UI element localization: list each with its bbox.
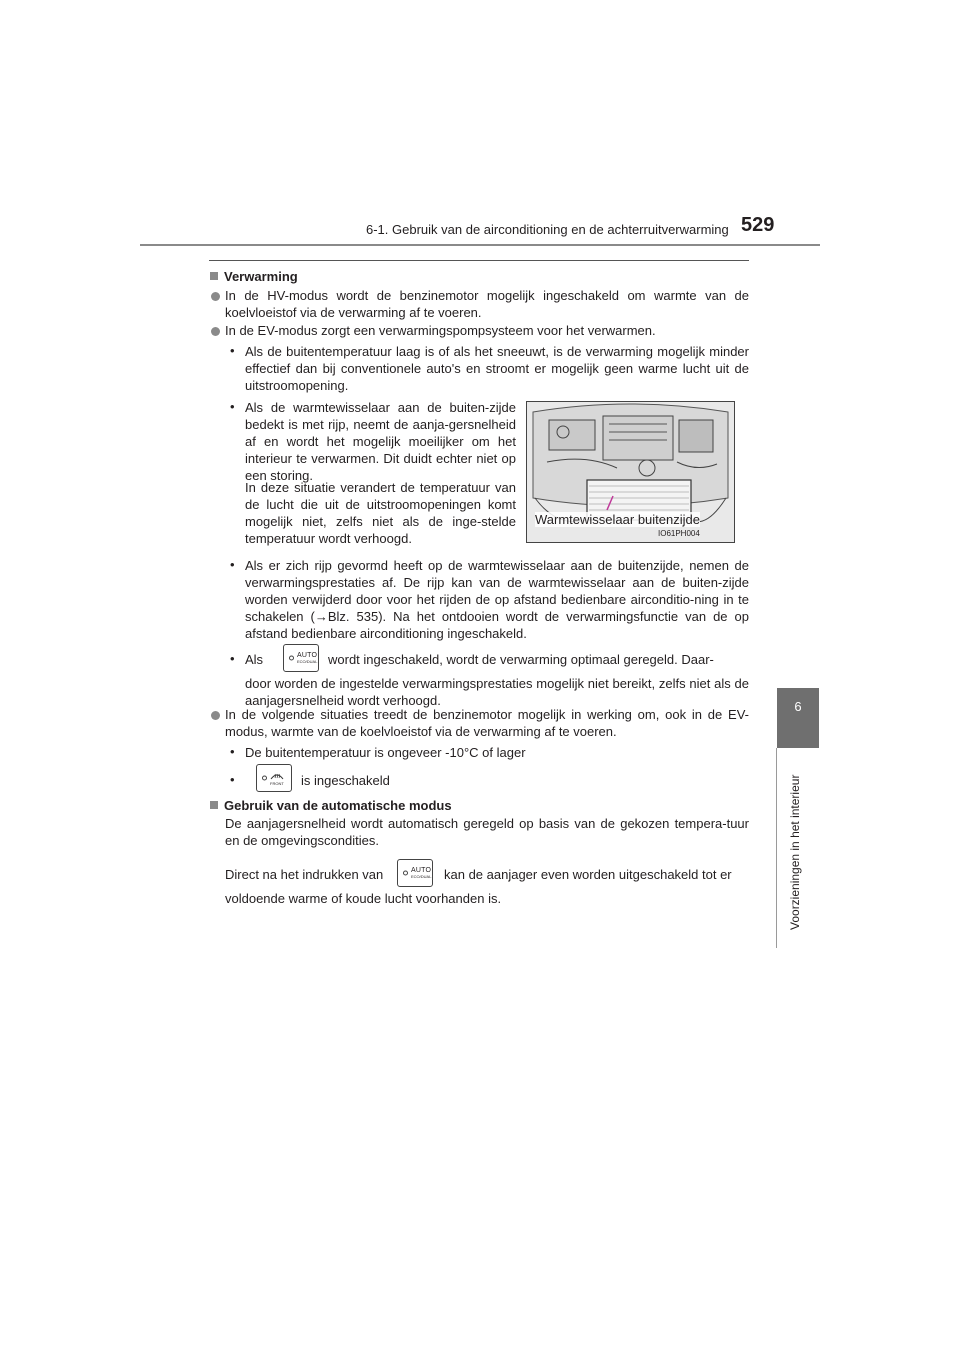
indicator-light-icon bbox=[289, 656, 294, 661]
indicator-light-icon bbox=[403, 871, 408, 876]
list-bullet: • bbox=[230, 343, 235, 358]
heading-text: Verwarming bbox=[224, 269, 298, 284]
front-defroster-button bbox=[256, 764, 292, 792]
sub-item-low-temp: Als de buitentemperatuur laag is of als het sneeuwt, is de verwarming mogelijk minder effectief dan bij conventionele auto's en stroomt er mogelijk geen warme lucht uit de uitstroomopening. bbox=[245, 344, 749, 393]
list-bullet: • bbox=[230, 772, 235, 787]
sub-item-auto-pre: Als bbox=[245, 652, 264, 667]
sub-item-temperature: De buitentemperatuur is ongeveer -10°C of lager bbox=[245, 745, 526, 760]
sub-item-defrost: Als er zich rijp gevormd heeft op de warmtewisselaar aan de buitenzijde, nemen de verwarmingsprestaties af. De rijp kan van de warmtewisselaar aan de buiten-zijde worden verwijderd door voor het rijden de op afstand bedienbare airconditio-ning in te schakelen (→Blz. 535). Na het ontdooien wordt de verwarmingsfunctie van de op afstand bedienbare airconditioning ingeschakeld. bbox=[245, 558, 749, 641]
figure-code: IO61PH004 bbox=[658, 529, 700, 538]
chapter-number: 6 bbox=[794, 699, 802, 714]
sub-item-frost-b: In deze situatie verandert de temperatuur van de lucht die uit de uitstroomopeningen komt mogelijk niet, zelfs niet als de inge-stelde temperatuur wordt verhoogd. bbox=[245, 480, 516, 546]
sub-item-defroster: is ingeschakeld bbox=[301, 773, 390, 788]
content-rule bbox=[209, 260, 749, 261]
heading-text: Gebruik van de automatische modus bbox=[224, 798, 452, 813]
auto-button-sublabel: ECO/DUAL bbox=[411, 874, 432, 879]
chapter-title: Voorzieningen in het interieur bbox=[788, 774, 802, 930]
windshield-defroster-icon bbox=[270, 771, 284, 780]
square-bullet-icon bbox=[210, 801, 218, 809]
auto-mode-para2-pre: Direct na het indrukken van bbox=[225, 867, 384, 882]
sub-item-frost-a: Als de warmtewisselaar aan de buiten-zijde bedekt is met rijp, neemt de aanja-gersnelheid af en wordt het mogelijk moeilijker om het interieur te verwarmen. Dit duidt echter niet op een storing. bbox=[245, 400, 516, 483]
heating-item-ev: In de EV-modus zorgt een verwarmingspompsysteem voor het verwarmen. bbox=[225, 323, 656, 338]
auto-mode-para1: De aanjagersnelheid wordt automatisch geregeld op basis van de gekozen tempera-tuur en de omgevingscondities. bbox=[225, 816, 749, 848]
section-title: 6-1. Gebruik van de airconditioning en de achterruitverwarming bbox=[366, 222, 729, 237]
header-rule bbox=[140, 244, 820, 246]
list-bullet: • bbox=[230, 557, 235, 572]
list-bullet: • bbox=[230, 399, 235, 414]
auto-mode-para2-cont: voldoende warme of koude lucht voorhanden is. bbox=[225, 891, 502, 906]
indicator-light-icon bbox=[262, 776, 267, 781]
figure-label: Warmtewisselaar buitenzijde bbox=[535, 512, 700, 527]
auto-button-sublabel: ECO/DUAL bbox=[297, 659, 318, 664]
side-divider bbox=[776, 748, 777, 948]
heating-heading bbox=[210, 268, 298, 285]
list-bullet: • bbox=[230, 651, 235, 666]
auto-eco-button bbox=[397, 859, 433, 887]
round-bullet-icon bbox=[211, 292, 220, 301]
auto-eco-button bbox=[283, 644, 319, 672]
auto-mode-para2-post: kan de aanjager even worden uitgeschakeld tot er bbox=[444, 867, 732, 882]
sub-item-auto-post: wordt ingeschakeld, wordt de verwarming optimaal geregeld. Daar- bbox=[328, 652, 714, 667]
list-bullet: • bbox=[230, 744, 235, 759]
auto-button-label: AUTO bbox=[297, 652, 318, 659]
round-bullet-icon bbox=[211, 327, 220, 336]
square-bullet-icon bbox=[210, 272, 218, 280]
page-number: 529 bbox=[741, 214, 775, 236]
heating-item-hv: In de HV-modus wordt de benzinemotor mogelijk ingeschakeld om warmte van de koelvloeistof via de verwarming af te voeren. bbox=[225, 288, 749, 320]
round-bullet-icon bbox=[211, 711, 220, 720]
auto-mode-heading bbox=[210, 797, 452, 814]
auto-button-label: AUTO bbox=[411, 867, 432, 874]
front-button-sublabel: FRONT bbox=[270, 781, 284, 786]
sub-item-auto-cont: door worden de ingestelde verwarmingsprestaties mogelijk niet bereikt, zelfs niet als de aanjagersnelheid wordt verhoogd. bbox=[245, 676, 749, 708]
engine-start-item: In de volgende situaties treedt de benzinemotor mogelijk in werking om, ook in de EV-modus, warmte van de koelvloeistof via de verwarming af te voeren. bbox=[225, 707, 749, 739]
